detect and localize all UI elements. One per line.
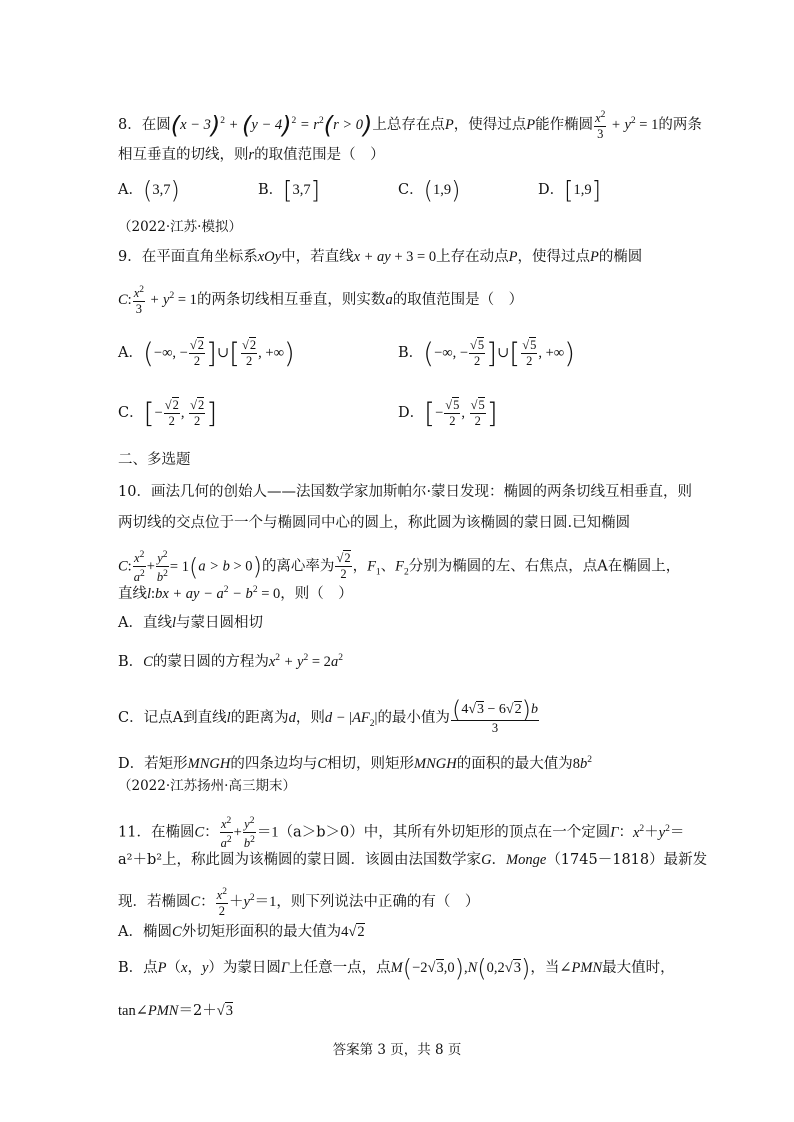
- q8-line1: 8．在圆$(x - 3)^2 + (y - 4)^2 = r^2(r > 0)$上总存在点P，使得过点P能作椭圆 $\frac{x^2}{3}$ + $y^2 = 1$的两条: [118, 110, 702, 142]
- q8-option-a: A．(3,7): [118, 176, 180, 205]
- q9-line2: C: $\frac{x^2}{3}$ + $y^2 = 1$的两条切线相互垂直，则实数a的取值范围是（ ）: [118, 285, 524, 317]
- q8-option-c: C．(1,9): [398, 176, 461, 205]
- q11-line1: 11．在椭圆C： $\frac{x^2}{a^2}$ + $\frac{y^2}{b^2}$ ＝1（a＞b＞0）中，其所有外切矩形的顶点在一个定圆Γ：$x^2+y^2=$: [118, 816, 685, 851]
- q10-option-a: A．直线l与蒙日圆相切: [118, 615, 264, 631]
- source-q11: （2022·江苏扬州·高三期末）: [118, 778, 296, 794]
- q11-option-a: A．椭圆C外切矩形面积的最大值为4√2: [118, 924, 365, 940]
- q10-line2: 两切线的交点位于一个与椭圆同中心的圆上，称此圆为该椭圆的蒙日圆.已知椭圆: [118, 515, 631, 531]
- q9-option-c: C．[− $\frac{√2}{2}$ , $\frac{√2}{2}$ ]: [118, 396, 218, 430]
- q9-option-d: D．[− $\frac{√5}{2}$ , $\frac{√5}{2}$ ]: [398, 396, 498, 430]
- q9-option-a: A．(−∞, − $\frac{√2}{2}$ ]∪[ $\frac{√2}{2}$ , +∞): [118, 336, 295, 370]
- q10-option-c: C．记点A到直线l的距离为d，则$d - |AF_2|$的最小值为 $\frac{(4√3 - 6√2)b}{3}$: [118, 696, 538, 736]
- q11-line3: 现．若椭圆C： $\frac{x^2}{2}$ $+y^2=1$，则下列说法中正确的有（ ）: [118, 887, 480, 919]
- page-footer: 答案第 3 页，共 8 页: [332, 1042, 462, 1058]
- q9-option-b: B．(−∞, − $\frac{√5}{2}$ ]∪[ $\frac{√5}{2}$ , +∞): [398, 336, 576, 370]
- q8-line2: 相互垂直的切线，则r的取值范围是（ ）: [118, 147, 385, 163]
- q11-option-b-cont: tan∠PMN＝2＋√3: [118, 1003, 233, 1019]
- q9-line1: 9．在平面直角坐标系xOy中，若直线x + ay + 3 = 0上存在动点P，使得过点P的椭圆: [118, 249, 643, 265]
- section-heading: 二、多选题: [118, 452, 191, 468]
- q11-line2: a²＋b²上，称此圆为该椭圆的蒙日圆．该圆由法国数学家G．Monge（1745－1818）最新发: [118, 852, 708, 868]
- q8-option-b: B．[3,7]: [258, 176, 321, 205]
- q8-option-d: D．[1,9]: [538, 176, 602, 205]
- q11-option-b: B．点P（x，y）为蒙日圆Γ上任意一点，点M(−2√3,0),N(0,2√3)，当∠PMN最大值时，: [118, 954, 675, 983]
- q10-option-b: B．C的蒙日圆的方程为$x^2 + y^2 = 2a^2$: [118, 653, 343, 670]
- q10-line4: 直线l:bx + ay − $a^2 - b^2 = 0$，则（ ）: [118, 585, 353, 602]
- q10-line3: C: $\frac{x^2}{a^2}$ + $\frac{y^2}{b^2}$ = 1(a > b > 0)的离心率为 $\frac{√2}{2}$ ，$F_1$、$F_2$分别为椭圆的左、右焦点，点A在椭圆上，: [118, 550, 681, 585]
- q10-option-d: D．若矩形MNGH的四条边均与C相切，则矩形MNGH的面积的最大值为$8b^2$: [118, 755, 592, 772]
- source-q9: （2022·江苏·模拟）: [118, 219, 242, 235]
- q10-line1: 10．画法几何的创始人——法国数学家加斯帕尔·蒙日发现：椭圆的两条切线互相垂直，则: [118, 484, 693, 500]
